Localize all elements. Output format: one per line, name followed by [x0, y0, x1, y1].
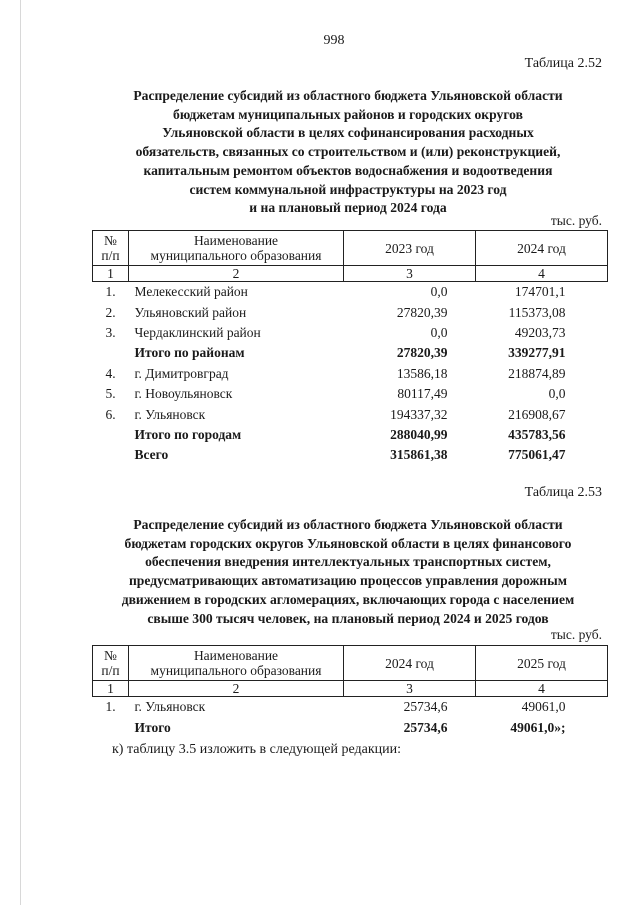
value-year-2: 775061,47	[508, 447, 566, 463]
value-year-2: 115373,08	[508, 304, 566, 320]
row-number	[93, 717, 129, 737]
table-2-52-label: Таблица 2.52	[524, 56, 602, 71]
title-line: Распределение субсидий из областного бюджета Ульяновской области	[133, 88, 563, 103]
table-2-53-label: Таблица 2.53	[524, 485, 602, 500]
value-year-1: 13586,18	[396, 365, 448, 381]
value-year-2: 435783,56	[508, 426, 566, 442]
value-year-2: 49061,0»;	[510, 719, 566, 735]
table-2-52	[92, 230, 608, 466]
row-number: 1.	[105, 284, 116, 300]
title-line: Ульяновской области в целях софинансирования расходных	[162, 125, 534, 141]
total-row	[93, 445, 608, 465]
column-number: 4	[476, 681, 608, 697]
header-name: Наименование муниципального образования	[129, 646, 344, 681]
title-line: обязательств, связанных со строительством и (или) реконструкцией,	[135, 144, 561, 160]
title-line: бюджетам городских округов Ульяновской области в целях финансового	[124, 535, 572, 551]
title-line: свыше 300 тысяч человек, на плановый период 2024 и 2025 годов	[147, 610, 549, 626]
row-number: 3.	[105, 324, 116, 340]
table-row	[93, 364, 608, 384]
table-row	[93, 404, 608, 424]
column-number-row	[93, 266, 608, 282]
value-year-1: 27820,39	[396, 345, 448, 361]
title-line: систем коммунальной инфраструктуры на 2023 год	[189, 181, 507, 197]
table-2-53	[92, 645, 608, 738]
table-row	[93, 302, 608, 322]
table-header-row	[93, 231, 608, 266]
municipality-name: Ульяновский район	[134, 304, 247, 320]
row-number: 1.	[105, 699, 116, 715]
value-year-1: 25734,6	[403, 719, 448, 735]
value-year-2: 0,0	[548, 386, 566, 402]
column-number: 3	[344, 681, 476, 697]
municipality-name: Чердаклинский район	[134, 324, 261, 340]
value-year-2: 174701,1	[514, 284, 566, 300]
title-line: обеспечения внедрения интеллектуальных транспортных систем,	[145, 554, 551, 570]
municipality-name: Итого по городам	[134, 426, 242, 442]
title-line: движением в городских агломерациях, включающих города с населением	[121, 591, 575, 607]
header-number: № п/п	[93, 646, 129, 681]
title-line: и на плановый период 2024 года	[249, 200, 447, 216]
value-year-2: 218874,89	[508, 365, 566, 381]
municipality-name: г. Димитровград	[134, 365, 229, 381]
column-number: 4	[476, 266, 608, 282]
municipality-name: Итого по районам	[134, 345, 245, 361]
column-number: 1	[93, 681, 129, 697]
column-number: 3	[344, 266, 476, 282]
table-2-53-title	[88, 516, 608, 628]
value-year-1: 27820,39	[396, 304, 448, 320]
value-year-1: 288040,99	[390, 426, 448, 442]
row-number: 6.	[105, 406, 116, 422]
column-number-row	[93, 681, 608, 697]
value-year-2: 49061,0	[521, 699, 566, 715]
table-row	[93, 384, 608, 404]
row-number: 2.	[105, 304, 116, 320]
column-number: 2	[129, 266, 344, 282]
table-row	[93, 282, 608, 303]
row-number: 4.	[105, 365, 116, 381]
header-number: № п/п	[93, 231, 129, 266]
table-header-row	[93, 646, 608, 681]
page-edge	[20, 0, 21, 905]
value-year-2: 339277,91	[508, 345, 566, 361]
title-line: бюджетам муниципальных районов и городских округов	[173, 106, 523, 122]
table-row	[93, 697, 608, 718]
header-year-1: 2024 год	[344, 646, 476, 681]
header-year-2: 2024 год	[476, 231, 608, 266]
column-number: 1	[93, 266, 129, 282]
value-year-1: 315861,38	[390, 447, 448, 463]
municipality-name: Итого	[134, 719, 171, 735]
value-year-1: 25734,6	[403, 699, 448, 715]
table-2-52-unit: тыс. руб.	[550, 213, 602, 228]
amendment-instruction: к) таблицу 3.5 изложить в следующей редакции:	[112, 742, 401, 757]
value-year-2: 216908,67	[508, 406, 566, 422]
total-row	[93, 425, 608, 445]
title-line: предусматривающих автоматизацию процессов управления дорожным	[128, 573, 568, 589]
total-row	[93, 343, 608, 363]
table-2-53-unit: тыс. руб.	[550, 627, 602, 642]
value-year-1: 0,0	[430, 284, 448, 300]
table-row	[93, 323, 608, 343]
value-year-1: 0,0	[430, 324, 448, 340]
title-line: Распределение субсидий из областного бюджета Ульяновской области	[133, 517, 563, 532]
value-year-1: 80117,49	[397, 386, 448, 402]
municipality-name: Всего	[134, 447, 169, 463]
page-number: 998	[323, 33, 345, 48]
header-year-2: 2025 год	[476, 646, 608, 681]
value-year-2: 49203,73	[514, 324, 566, 340]
header-name: Наименование муниципального образования	[129, 231, 344, 266]
title-line: капитальным ремонтом объектов водоснабжения и водоотведения	[143, 162, 553, 178]
row-number	[93, 445, 129, 465]
municipality-name: г. Ульяновск	[134, 406, 206, 422]
municipality-name: г. Новоульяновск	[134, 386, 233, 402]
total-row	[93, 717, 608, 737]
value-year-1: 194337,32	[390, 406, 448, 422]
row-number	[93, 343, 129, 363]
municipality-name: г. Ульяновск	[134, 699, 206, 715]
table-2-53-body	[93, 697, 608, 738]
table-2-52-body	[93, 282, 608, 466]
row-number	[93, 425, 129, 445]
row-number: 5.	[105, 386, 116, 402]
column-number: 2	[129, 681, 344, 697]
header-year-1: 2023 год	[344, 231, 476, 266]
municipality-name: Мелекесский район	[134, 284, 248, 300]
table-2-52-title	[88, 87, 608, 218]
